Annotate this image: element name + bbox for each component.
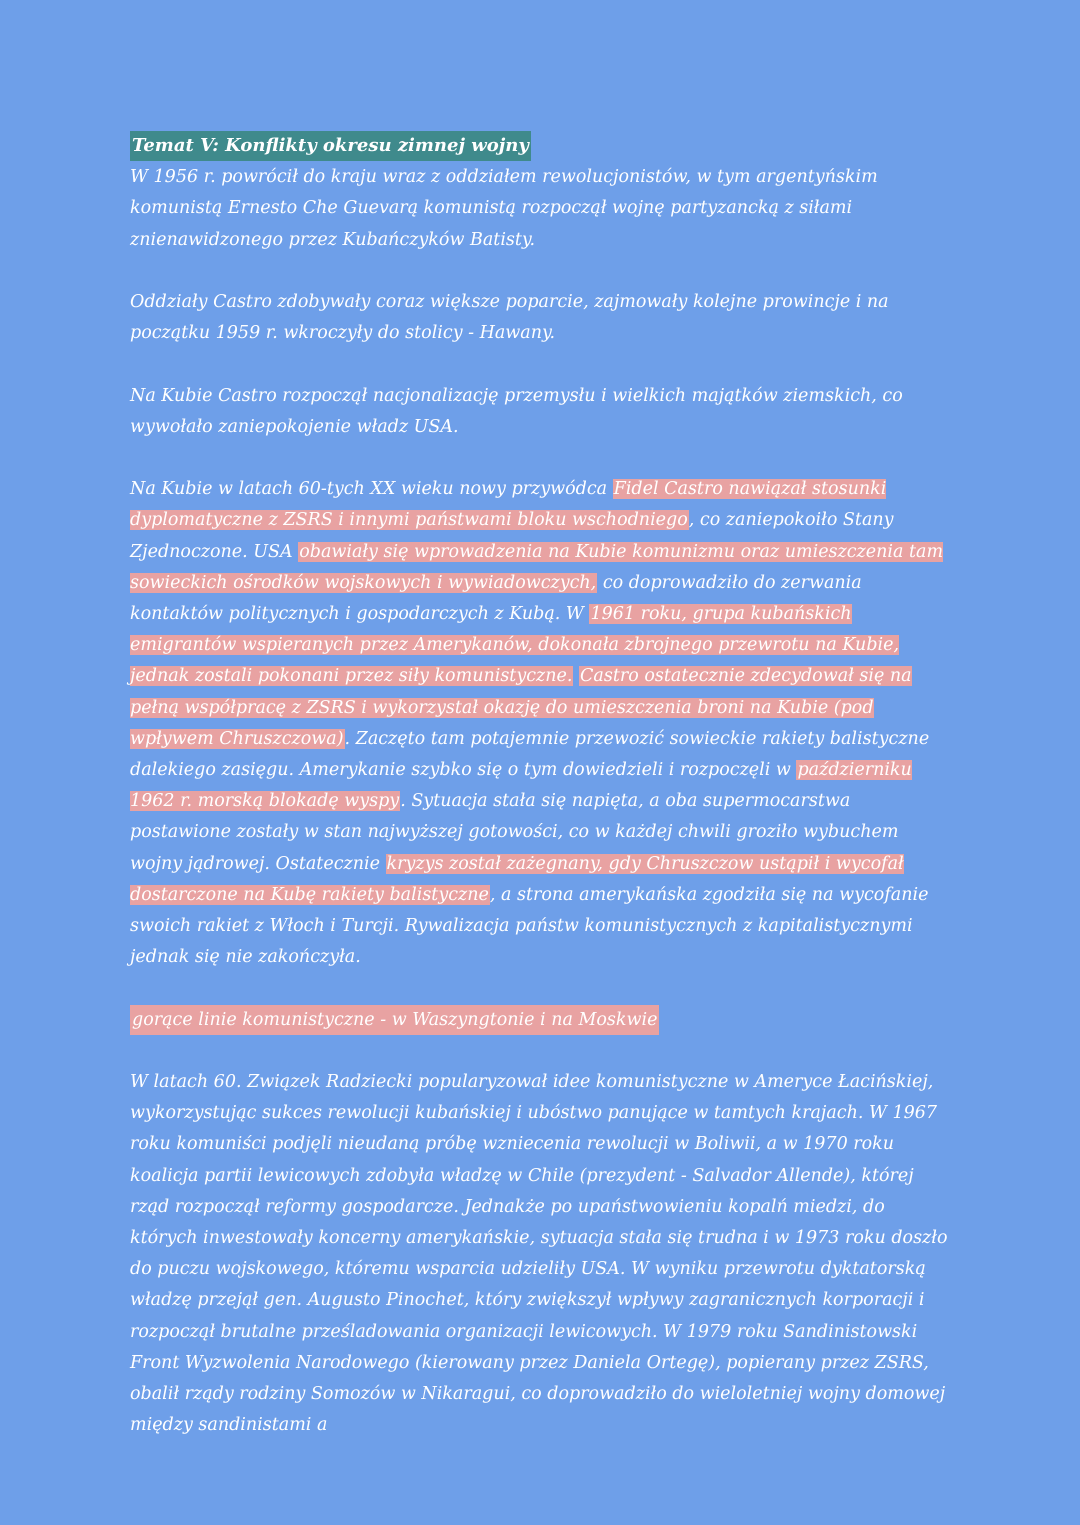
paragraph-cuban-crisis xyxy=(130,474,950,973)
spacer xyxy=(130,1036,950,1067)
page-title: Temat V: Konflikty okresu zimnej wojny xyxy=(130,131,531,161)
text-segment: . Zaczęto tam potajemnie przewozić sowieckie rakiety balistyczne dalekiego zasięgu. Amerykanie szybko się o tym dowiedzieli i rozpoczęli w xyxy=(130,728,930,781)
section-heading-hotlines: gorące linie komunistyczne - w Waszyngtonie i na Moskwie xyxy=(130,1005,659,1035)
paragraph-nationalization: Na Kubie Castro rozpoczął nacjonalizację przemysłu i wielkich majątków ziemskich, co wywołało zaniepokojenie władz USA. xyxy=(130,385,903,437)
text-segment: co doprowadziło do zerwania kontaktów politycznych i gospodarczych z Kubą. W xyxy=(130,572,862,624)
highlighted-text: Castro ostatecznie zdecydował się na pełną współpracę z ZSRS i wykorzystał okazję do umieszczenia broni na Kubie (pod wpływem Chruszczowa) xyxy=(130,666,912,749)
spacer xyxy=(130,973,950,1004)
paragraph-latin-america: W latach 60. Związek Radziecki popularyzował idee komunistyczne w Ameryce Łacińskiej, wykorzystując sukces rewolucji kubańskiej i ubóstwo panujące w tamtych krajach. W 1967 roku komuniści podjęli nieudaną próbę wzniecenia rewolucji w Boliwii, a w 1970 roku koalicja partii lewicowych zdobyła władzę w Chile (prezydent - Salvador Allende), której rząd rozpoczął reformy gospodarcze. Jednakże po upaństwowieniu kopalń miedzi, do których inwestowały koncerny amerykańskie, sytuacja stała się trudna i w 1973 roku doszło do puczu wojskowego, któremu wsparcia udzieliły USA. W wyniku przewrotu dyktatorską władzę przejął gen. Augusto Pinochet, który zwiększył wpływy zagranicznych korporacji i rozpoczął brutalne prześladowania organizacji lewicowych. W 1979 roku Sandinistowski Front Wyzwolenia Narodowego (kierowany przez Daniela Ortegę), popierany przez ZSRS, obalił rządy rodziny Somozów w Nikaragui, co doprowadziło do wieloletniej wojny domowej między sandinistami a xyxy=(130,1072,948,1436)
text-segment: . Sytuacja stała się napięta, a oba supermocarstwa postawione zostały w stan najwyższej gotowości, co w każdej chwili groziło wybuchem wojny jądrowej. Ostatecznie xyxy=(130,791,899,874)
highlighted-text: kryzys został zażegnany, gdy Chruszczow ustąpił i wycofał dostarczone na Kubę rakiety balistyczne xyxy=(130,853,904,905)
highlighted-text: 1961 roku, grupa kubańskich emigrantów wspieranych przez Amerykanów, dokonała zbrojnego przewrotu na Kubie, jednak zostali pokonani przez siły komunistyczne. xyxy=(130,604,900,687)
highlighted-text: październiku 1962 r. morską blokadę wyspy xyxy=(130,760,912,812)
spacer xyxy=(130,443,950,474)
paragraph-havana-1959: Oddziały Castro zdobywały coraz większe poparcie, zajmowały kolejne prowincje i na początku 1959 r. wkroczyły do stolicy - Hawany. xyxy=(130,292,889,344)
highlighted-text: obawiały się wprowadzenia na Kubie komunizmu oraz umieszczenia tam sowieckich ośrodków wojskowych i wywiadowczych, xyxy=(130,541,944,593)
paragraph-return-1956: W 1956 r. powrócił do kraju wraz z oddziałem rewolucjonistów, w tym argentyńskim komunistą Ernesto Che Guevarą komunistą rozpoczął wojnę partyzancką z siłami znienawidzonego przez Kubańczyków Batisty. xyxy=(130,167,878,250)
text-segment: , a strona amerykańska zgodziła się na wycofanie swoich rakiet z Włoch i Turcji. Rywalizacja państw komunistycznych z kapitalistycznymi jednak się nie zakończyła. xyxy=(130,884,929,968)
spacer xyxy=(130,256,950,287)
spacer xyxy=(130,349,950,380)
text-segment: Na Kubie w latach 60-tych XX wieku nowy przywódca xyxy=(130,479,613,500)
document-page xyxy=(130,131,950,1441)
highlighted-text: Fidel Castro nawiązał stosunki dyplomatyczne z ZSRS i innymi państwami bloku wschodniego xyxy=(130,479,887,531)
text-segment: , co zaniepokoiło Stany Zjednoczone. USA xyxy=(130,510,894,562)
